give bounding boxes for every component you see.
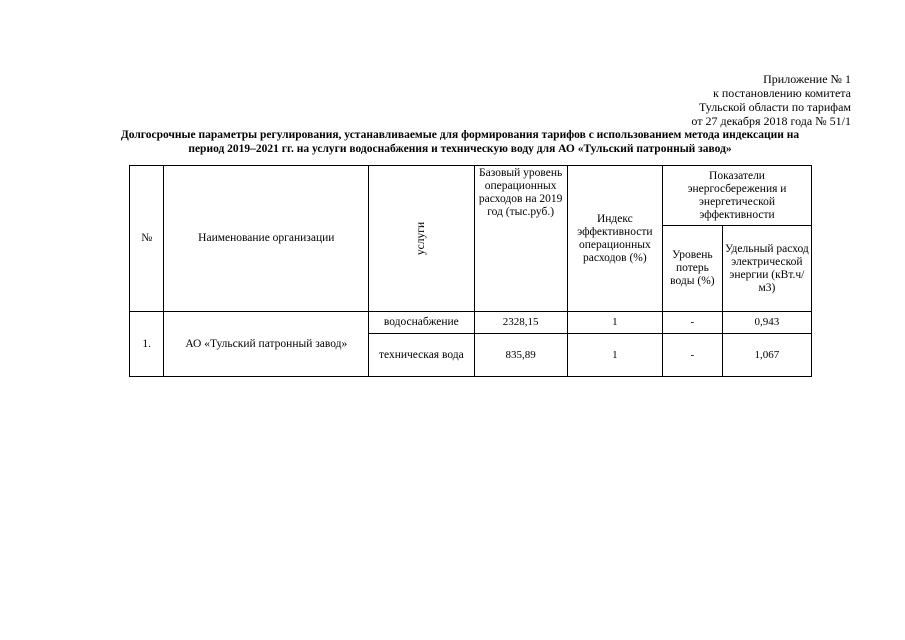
parameters-table	[129, 165, 812, 377]
loss-level-cell: -	[663, 334, 723, 377]
base-level-cell: 2328,15	[474, 312, 567, 334]
table-row	[130, 312, 812, 334]
appendix-line: от 27 декабря 2018 года № 51/1	[691, 114, 851, 128]
appendix-line: Приложение № 1	[763, 72, 851, 86]
header-number: №	[130, 166, 164, 312]
appendix-line: к постановлению комитета	[713, 86, 851, 100]
header-service-label: услуги	[414, 221, 427, 256]
electric-consumption-cell: 1,067	[722, 334, 811, 377]
header-efficiency-index: Индекс эффективности операционных расходов (%)	[567, 166, 662, 312]
header-service	[369, 166, 474, 312]
header-loss-level: Уровень потерь воды (%)	[663, 226, 723, 312]
service-cell: техническая вода	[369, 334, 474, 377]
header-base-level: Базовый уровень операционных расходов на 2019 год (тыс.руб.)	[474, 166, 567, 312]
org-number: 1.	[130, 312, 164, 377]
base-level-cell: 835,89	[474, 334, 567, 377]
title-line: период 2019–2021 гг. на услуги водоснабжения и техническую воду для АО «Тульский патронный завод»	[188, 143, 732, 155]
loss-level-cell: -	[663, 312, 723, 334]
appendix-line: Тульской области по тарифам	[698, 100, 851, 114]
efficiency-index-cell: 1	[567, 312, 662, 334]
service-cell: водоснабжение	[369, 312, 474, 334]
title-line: Долгосрочные параметры регулирования, устанавливаемые для формирования тарифов с использованием метода индексации на	[120, 129, 800, 141]
electric-consumption-cell: 0,943	[722, 312, 811, 334]
header-electric-consumption: Удельный расход электрической энергии (кВт.ч/м3)	[722, 226, 811, 312]
header-organization-name: Наименование организации	[164, 166, 369, 312]
header-energy-group: Показатели энергосбережения и энергетической эффективности	[663, 166, 812, 226]
org-name: АО «Тульский патронный завод»	[164, 312, 369, 377]
document-title	[60, 128, 860, 156]
appendix-block	[691, 72, 851, 128]
efficiency-index-cell: 1	[567, 334, 662, 377]
